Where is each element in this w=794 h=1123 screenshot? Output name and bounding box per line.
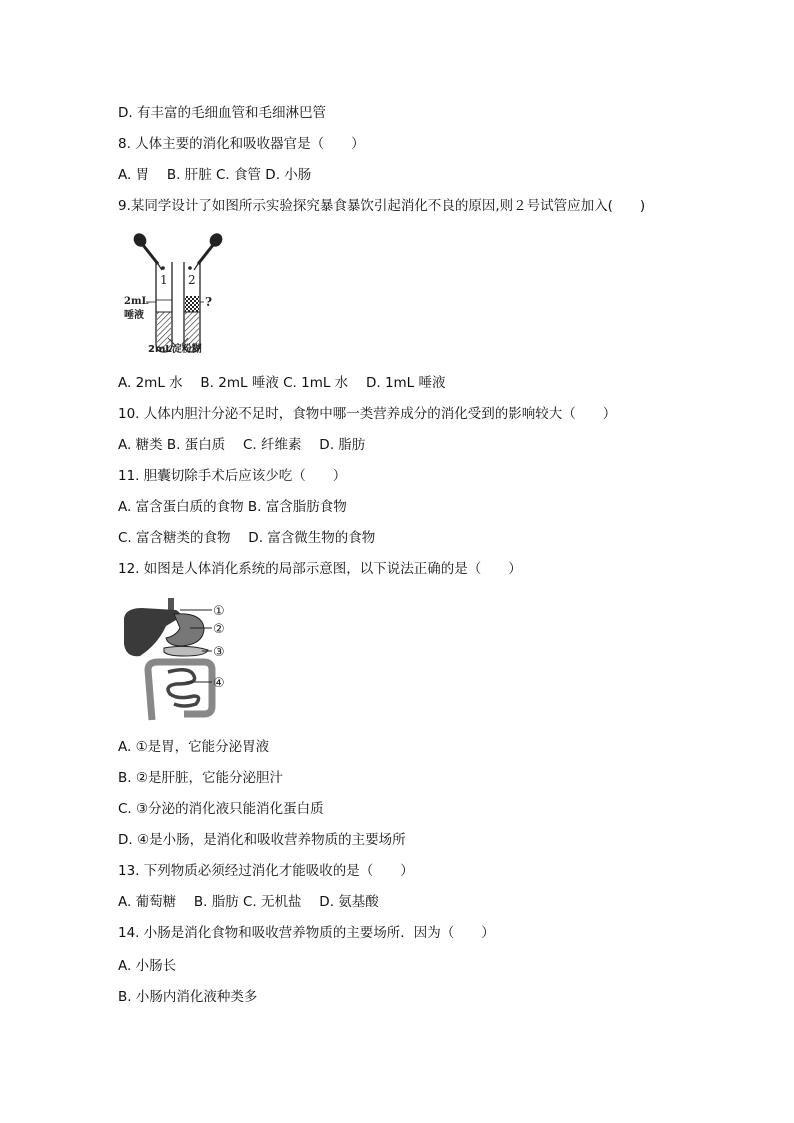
test-tube-experiment-figure [118,228,238,356]
q9-stem: 9.某同学设计了如图所示实验探究暴食暴饮引起消化不良的原因,则２号试管应加入( ) [118,198,646,214]
dropper-2-icon [194,231,225,270]
q7-option-d: D. 有丰富的毛细血管和毛细淋巴管 [118,105,326,121]
small-intestine-icon [168,670,199,706]
q11-option-ab: A. 富含蛋白质的食物 B. 富含脂肪食物 [118,499,347,515]
dropper-1-icon [131,231,162,270]
label-4: ④ [213,676,225,691]
q10-options: A. 糖类 B. 蛋白质 C. 纤维素 D. 脂肪 [118,437,366,453]
saliva-volume-label: 2mL [124,296,149,307]
q12-option-b: B. ②是肝脏，它能分泌胆汁 [118,770,283,786]
q10-stem: 10. 人体内胆汁分泌不足时，食物中哪一类营养成分的消化受到的影响较大（ ） [118,406,617,422]
label-2: ② [213,622,225,637]
q11-option-cd: C. 富含糖类的食物 D. 富含微生物的食物 [118,530,376,546]
q12-stem: 12. 如图是人体消化系统的局部示意图，以下说法正确的是（ ） [118,561,522,577]
label-3: ③ [213,645,225,660]
q9-options: A. 2mL 水 B. 2mL 唾液 C. 1mL 水 D. 1mL 唾液 [118,375,446,391]
q8-stem: 8. 人体主要的消化和吸收器官是（ ） [118,136,365,152]
tube-2-label: 2 [188,273,196,287]
starch-label: 2mL淀粉糊 [148,344,202,355]
q14-option-a: A. 小肠长 [118,958,177,974]
q11-stem: 11. 胆囊切除手术后应该少吃（ ） [118,468,347,484]
q12-option-c: C. ③分泌的消化液只能消化蛋白质 [118,801,324,817]
tube-1-label: 1 [160,273,168,287]
saliva-label: 唾液 [124,310,144,321]
pancreas-icon [164,646,208,656]
q12-option-d: D. ④是小肠，是消化和吸收营养物质的主要场所 [118,832,406,848]
q14-stem: 14. 小肠是消化食物和吸收营养物质的主要场所．因为（ ） [118,925,495,941]
question-mark-label: ? [205,295,213,309]
q13-stem: 13. 下列物质必须经过消化才能吸收的是（ ） [118,863,414,879]
q14-option-b: B. 小肠内消化液种类多 [118,989,258,1005]
label-1: ① [213,604,225,619]
digestive-system-figure [118,596,258,721]
q13-options: A. 葡萄糖 B. 脂肪 C. 无机盐 D. 氨基酸 [118,894,379,910]
q12-option-a: A. ①是胃，它能分泌胃液 [118,739,270,755]
q8-options: A. 胃 B. 肝脏 C. 食管 D. 小肠 [118,167,312,183]
